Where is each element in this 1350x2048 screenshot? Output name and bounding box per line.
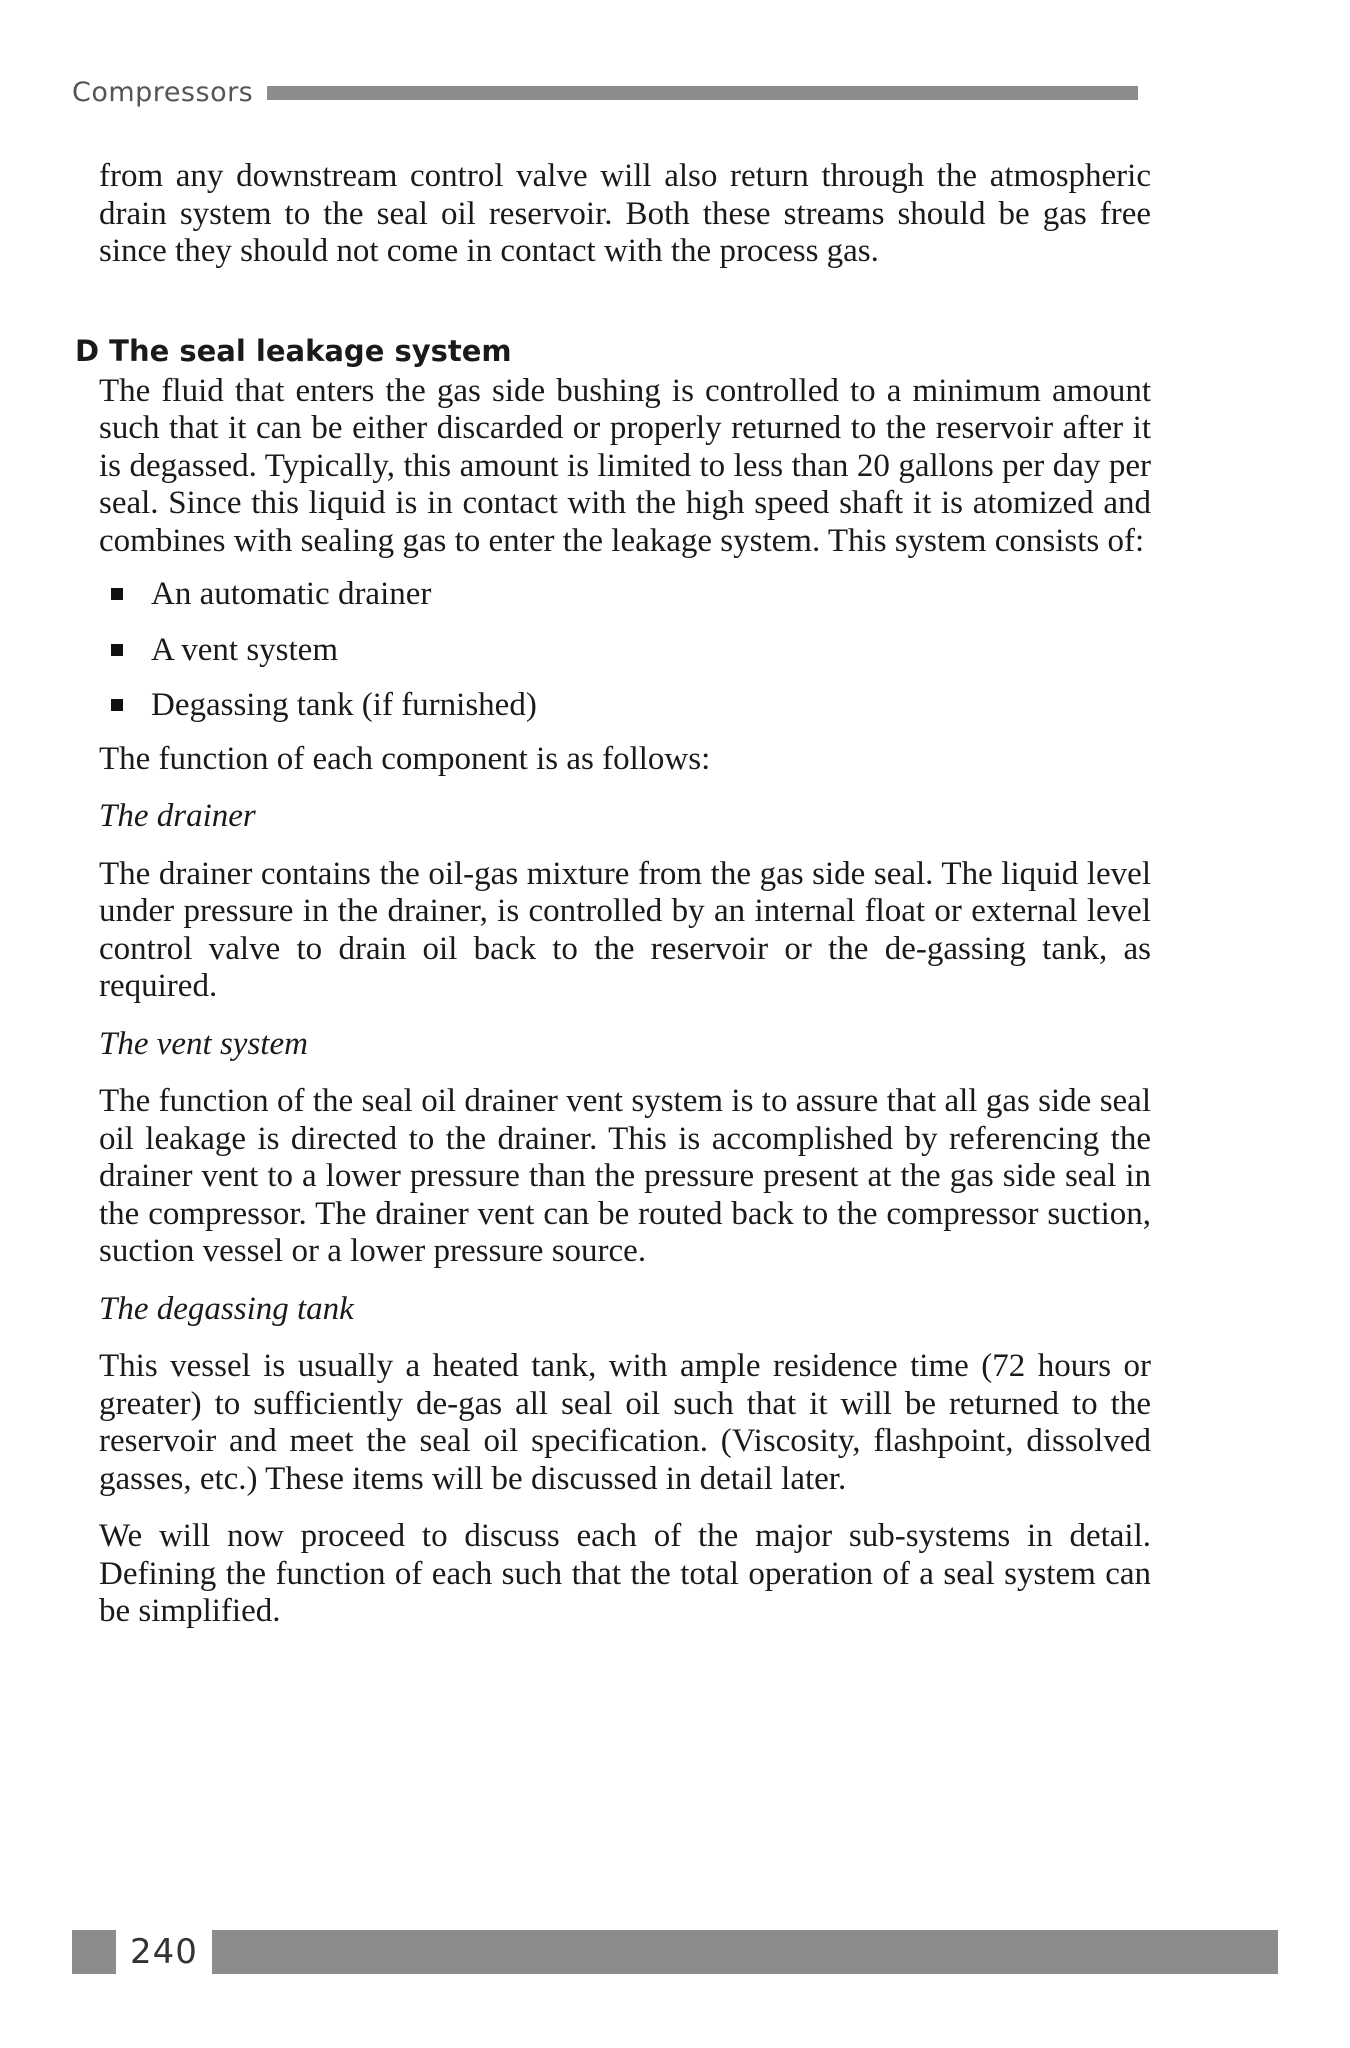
drainer-paragraph: The drainer contains the oil-gas mixture from the gas side seal. The liquid level under pressure in the drainer, is controlled by an internal float or external level control valve to drain oil back to the reservoir or the de-gassing tank, as required. — [99, 855, 1151, 1004]
section-heading: D The seal leakage system — [75, 333, 512, 368]
running-title: Compressors — [72, 76, 254, 108]
square-bullet-icon — [111, 588, 123, 600]
subheading-vent-system: The vent system — [99, 1025, 308, 1062]
component-list — [99, 576, 1151, 725]
page-footer — [72, 1930, 1278, 1974]
footer-rule — [212, 1930, 1278, 1974]
footer-left-block — [72, 1930, 116, 1974]
intro-paragraph: from any downstream control valve will also return through the atmospheric drain system to the seal oil reservoir. Both these streams should be gas free since they should not come in contact with the process gas. — [99, 158, 1151, 269]
section-paragraph: The fluid that enters the gas side bushing is controlled to a minimum amount such that it can be either discarded or properly returned to the reservoir after it is degassed. Typically, this amount is limited to less than 20 gallons per day per seal. Since this liquid is in contact with the high speed shaft it is atomized and combines with sealing gas to enter the leakage system. This system consists of: — [99, 372, 1151, 559]
list-item-text: An automatic drainer — [151, 576, 432, 612]
header-rule — [267, 86, 1138, 100]
square-bullet-icon — [111, 699, 123, 711]
page-number: 240 — [130, 1932, 198, 1972]
vent-system-paragraph: The function of the seal oil drainer vent system is to assure that all gas side seal oil leakage is directed to the drainer. This is accomplished by referencing the drainer vent to a lower pressure than the pressure present at the gas side seal in the compressor. The drainer vent can be routed back to the compressor suction, suction vessel or a lower pressure source. — [99, 1083, 1151, 1269]
running-header — [72, 74, 1138, 110]
list-item — [99, 576, 1151, 614]
page-content — [75, 158, 1151, 1631]
list-item — [99, 687, 1151, 725]
closing-paragraph: We will now proceed to discuss each of the major sub-systems in detail. Defining the function of each such that the total operation of a seal system can be simplified. — [99, 1518, 1151, 1629]
degassing-tank-paragraph: This vessel is usually a heated tank, with ample residence time (72 hours or greater) to sufficiently de-gas all seal oil such that it will be returned to the reservoir and meet the seal oil specification. (Viscosity, flashpoint, dissolved gasses, etc.) These items will be discussed in detail later. — [99, 1348, 1151, 1497]
list-item-text: Degassing tank (if furnished) — [151, 687, 537, 723]
subheading-degassing-tank: The degassing tank — [99, 1290, 354, 1327]
subheading-drainer: The drainer — [99, 798, 256, 834]
function-intro: The function of each component is as follows: — [99, 740, 711, 777]
square-bullet-icon — [111, 644, 123, 656]
list-item-text: A vent system — [151, 631, 338, 668]
list-item — [99, 632, 1151, 670]
